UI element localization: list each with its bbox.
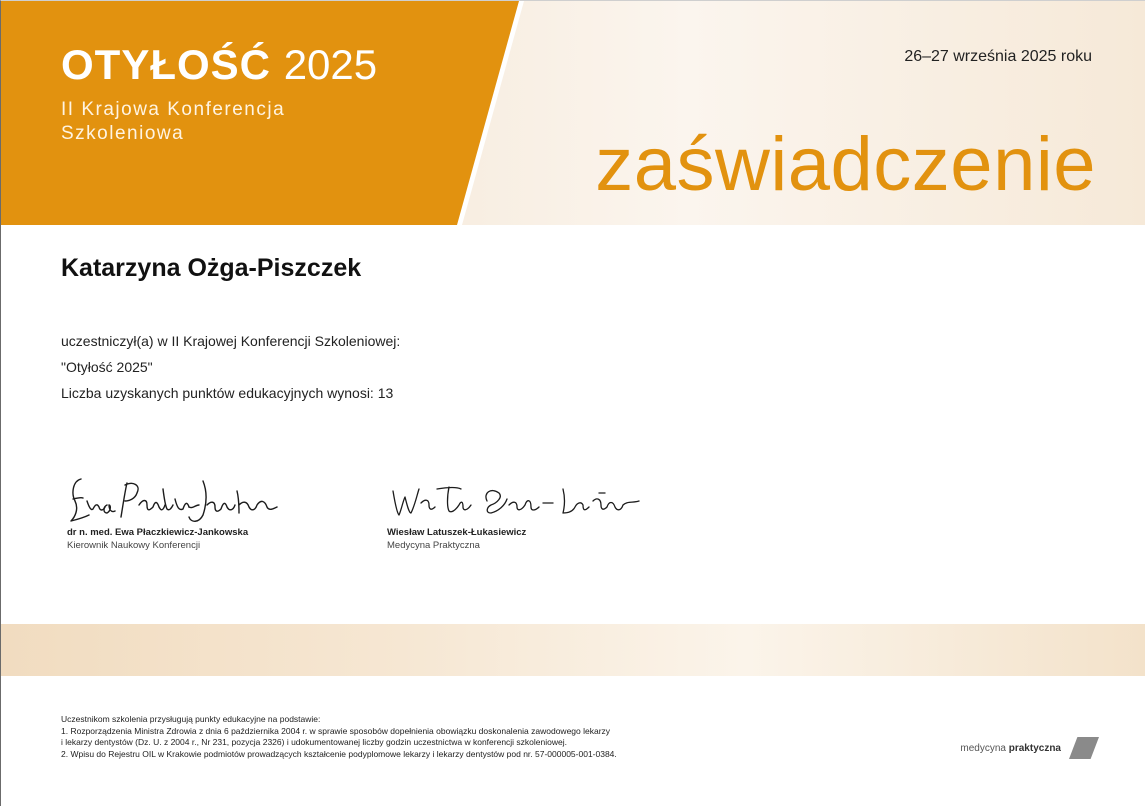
certificate-body — [61, 328, 400, 406]
logo-text-light: medycyna — [960, 742, 1006, 754]
publisher-logo — [960, 737, 1099, 759]
publisher-logo-text — [960, 743, 1061, 754]
legal-footnote — [61, 714, 781, 760]
conference-subtitle-line2: Szkoleniowa — [61, 123, 185, 144]
certificate-heading: zaświadczenie — [595, 122, 1096, 207]
signature-block-scientific-head — [67, 471, 347, 551]
footnote-line: 1. Rozporządzenia Ministra Zdrowia z dnia 6 października 2004 r. w sprawie sposobów dopełnienia obowiązku doskonalenia zawodowego lekarzy — [61, 725, 611, 736]
recipient-name: Katarzyna Ożga-Piszczek — [61, 254, 362, 282]
decorative-band — [1, 624, 1145, 676]
conference-logo-word: OTYŁOŚĆ — [61, 41, 272, 88]
conference-logo-year: 2025 — [283, 41, 378, 88]
conference-name: "Otyłość 2025" — [61, 359, 153, 375]
footnote-line: Uczestnikom szkolenia przysługują punkty edukacyjne na podstawie: — [61, 714, 321, 724]
certificate-header — [1, 1, 1145, 225]
footnote-line: i lekarzy dentystów (Dz. U. z 2004 r., Nr 231, pozycja 2326) i udokumentowanej liczby godzin uczestnictwa w konferencji szkoleniowej. — [61, 737, 567, 747]
handwritten-signature-2 — [387, 471, 647, 529]
logo-text-bold: praktyczna — [1008, 742, 1061, 754]
signatory-name: dr n. med. Ewa Płaczkiewicz-Jankowska — [67, 527, 249, 538]
conference-subtitle-line1: II Krajowa Konferencja — [61, 99, 286, 120]
participation-statement: uczestniczył(a) w II Krajowej Konferencji Szkoleniowej: — [61, 333, 401, 349]
conference-logo-title — [61, 41, 377, 89]
event-date: 26–27 września 2025 roku — [904, 48, 1092, 65]
conference-subtitle — [61, 98, 361, 146]
handwritten-signature-1 — [67, 471, 287, 529]
mp-logo-icon — [1069, 737, 1099, 759]
footnote-line: 2. Wpisu do Rejestru OIL w Krakowie podmiotów prowadzących kształcenie podyplomowe lekarzy i lekarzy dentystów pod nr. 57-000005-001-0384. — [61, 748, 617, 759]
signatory-role: Medycyna Praktyczna — [387, 540, 480, 551]
signatory-role: Kierownik Naukowy Konferencji — [67, 540, 201, 551]
education-points: Liczba uzyskanych punktów edukacyjnych wynosi: 13 — [61, 385, 394, 401]
signatory-name: Wiesław Latuszek-Łukasiewicz — [387, 527, 527, 538]
signature-block-publisher — [387, 471, 667, 551]
